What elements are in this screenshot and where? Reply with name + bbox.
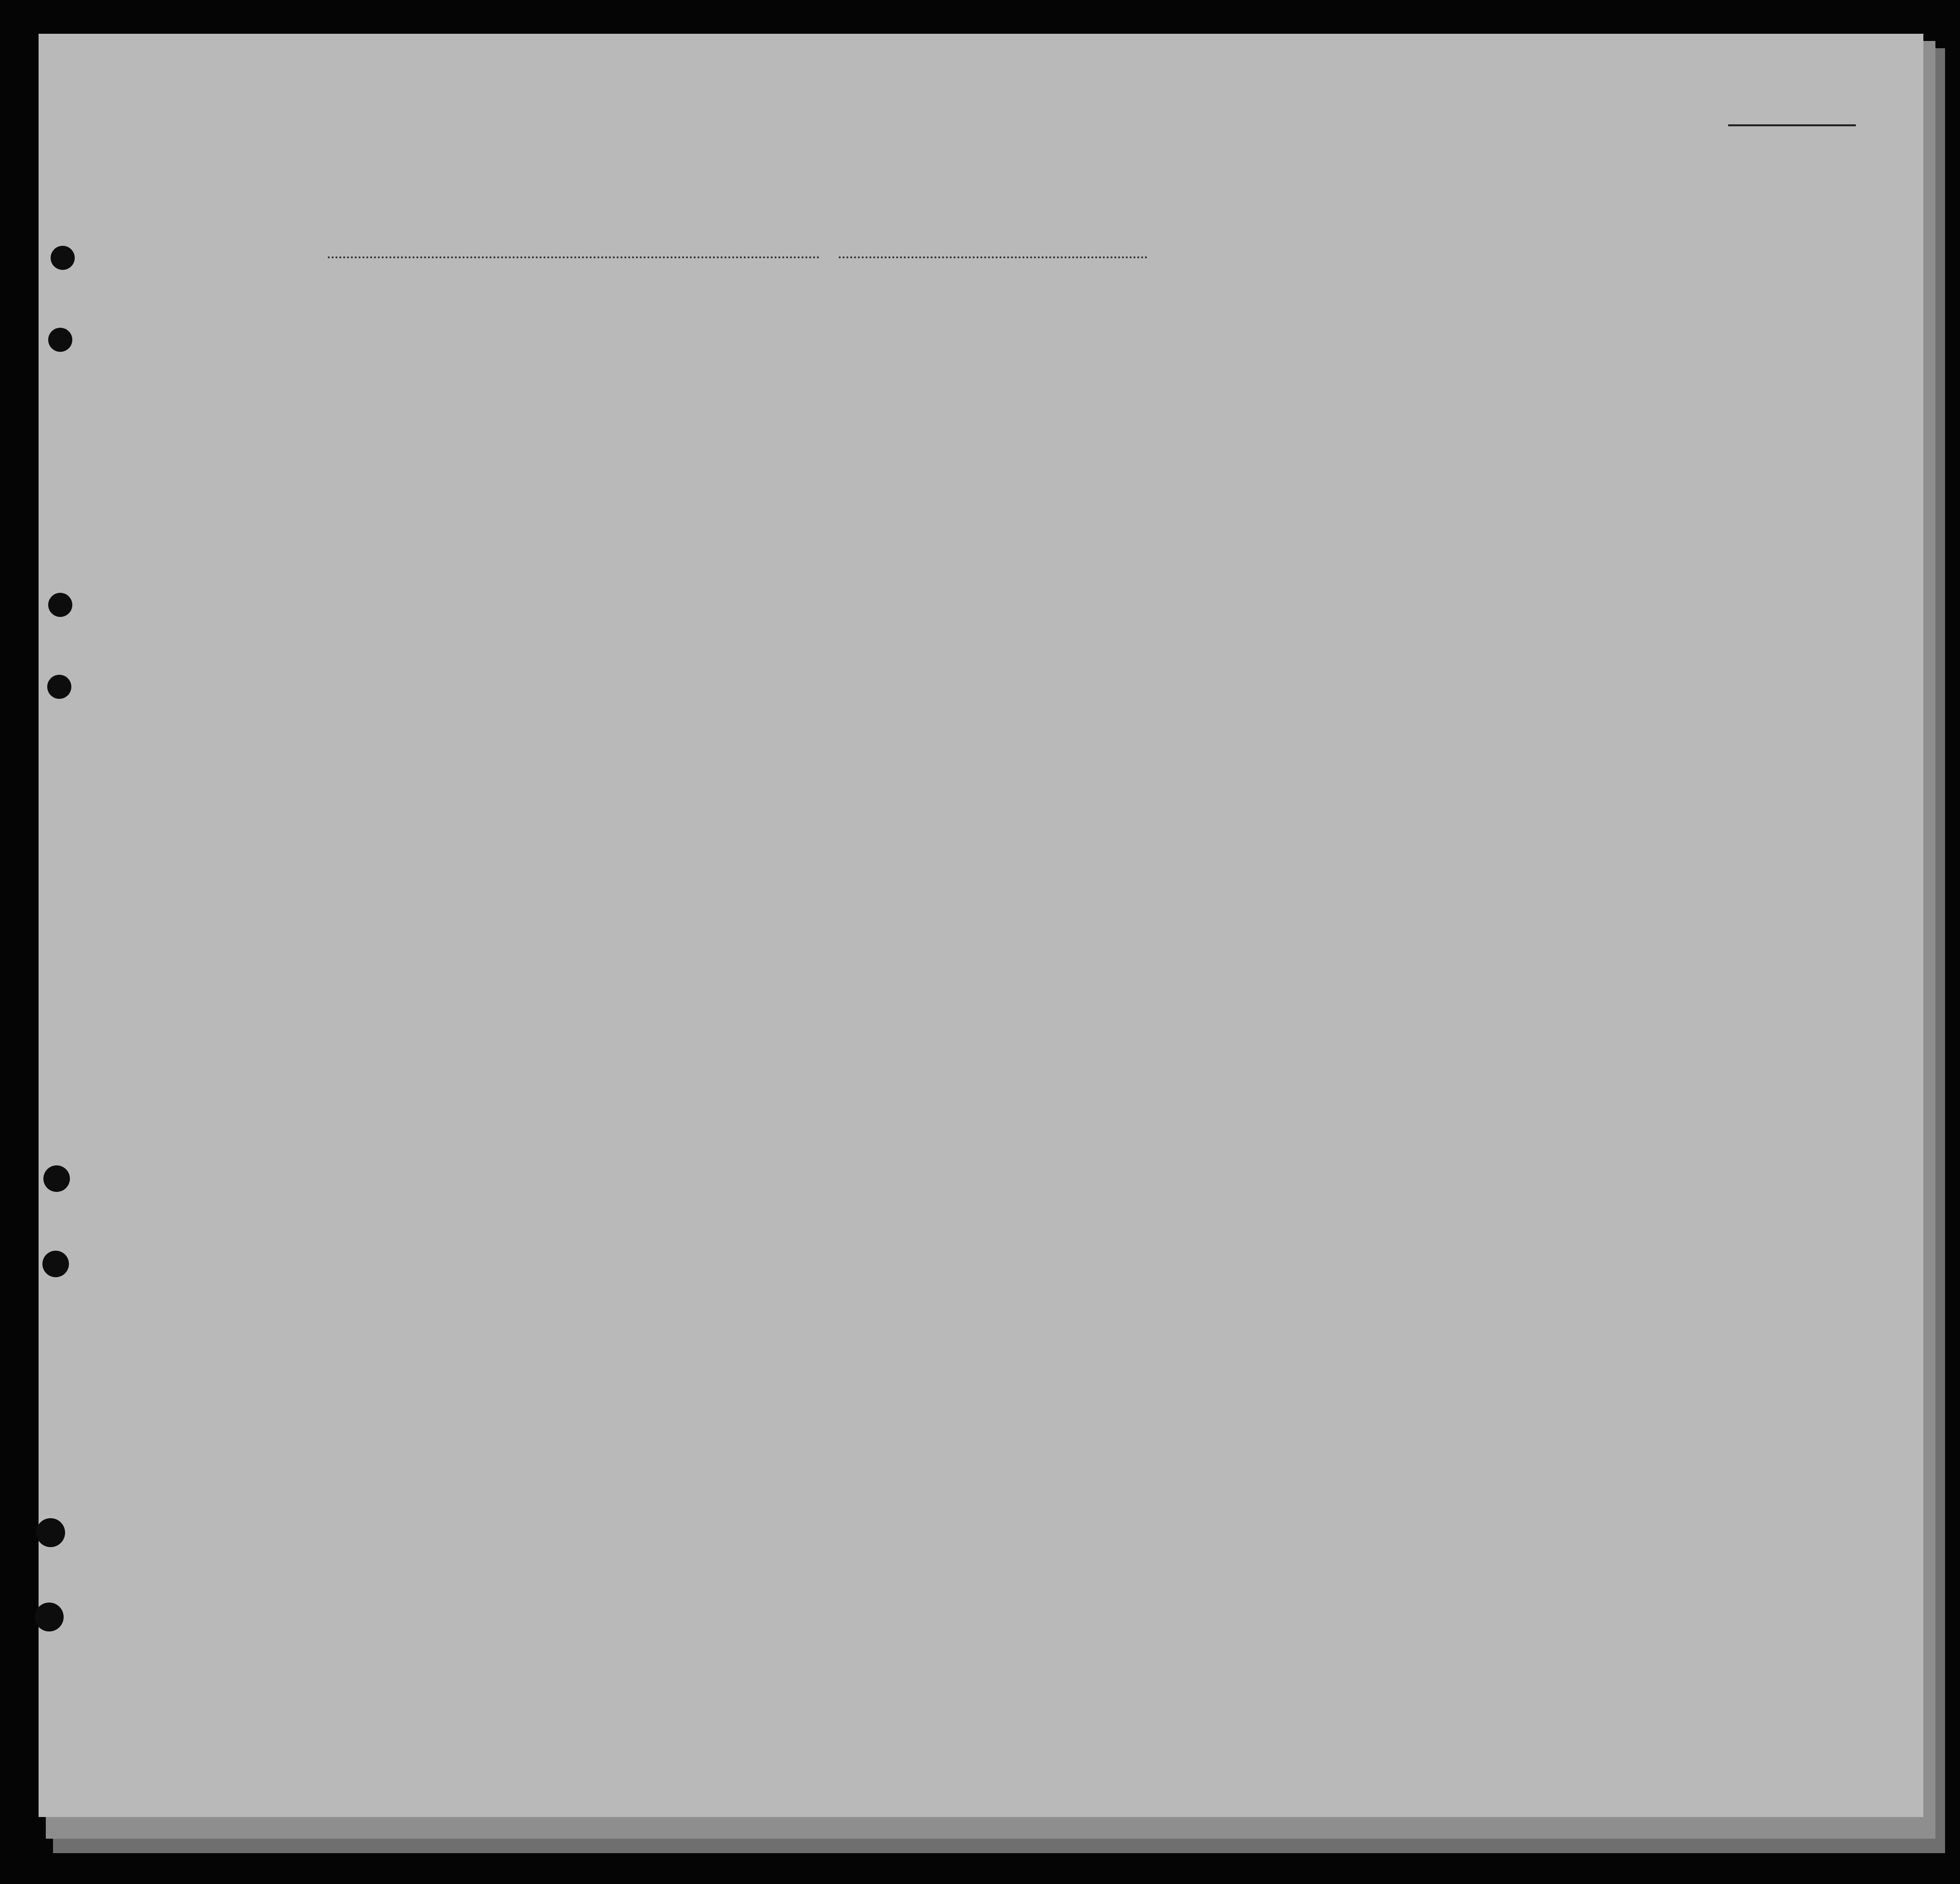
header-polygamist xyxy=(1285,337,1299,458)
list-underline xyxy=(1728,124,1856,126)
header-overthrow xyxy=(1334,333,1378,463)
header-become-citizen xyxy=(1204,359,1228,463)
header-feet xyxy=(1592,434,1604,463)
header-anarchist xyxy=(1310,337,1325,458)
header-prison xyxy=(1241,333,1273,463)
port-dotted-line xyxy=(328,256,819,258)
header-length-of-time xyxy=(1172,359,1196,463)
header-inches xyxy=(1611,424,1623,463)
header-intends-return xyxy=(1129,359,1161,463)
header-excluded xyxy=(1422,333,1441,463)
header-fifty-dollars xyxy=(679,333,699,453)
header-ticket xyxy=(557,328,578,448)
header-arrested xyxy=(1447,333,1466,463)
date-dotted-line xyxy=(839,256,1147,258)
header-labor-offer xyxy=(1386,333,1418,463)
